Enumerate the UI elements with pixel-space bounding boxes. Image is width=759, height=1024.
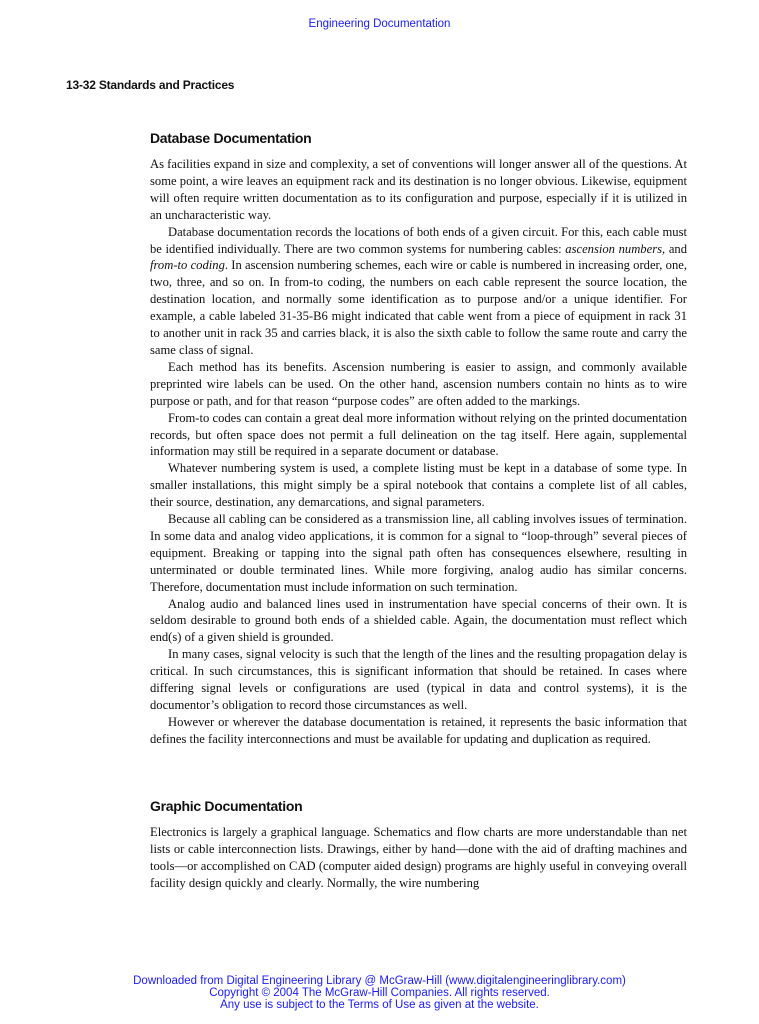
paragraph: As facilities expand in size and complexity, a set of conventions will longer answer all of the questions. At some point, a wire leaves an equipment rack and its destination is no longer obvious. Likewise, equipment will often require written documentation as to its configuration and purpose, especially if it is utilized in an uncharacteristic way. xyxy=(150,157,687,222)
paragraph-text: . In ascension numbering schemes, each wire or cable is numbered in increasing order, one, two, three, and so on. In from-to coding, the numbers on each cable represent the source location, the destination location, and normally some identification as to purpose and/or a unique identifier. For example, a cable labeled 31-35-B6 might indicated that cable went from a piece of equipment in rack 31 to another unit in rack 35 and carries black, it is also the sixth cable to follow the same route and carry the same class of signal. xyxy=(150,258,687,357)
paragraph: Whatever numbering system is used, a complete listing must be kept in a database of some type. In smaller installations, this might simply be a spiral notebook that contains a complete list of all cables, their source, destination, any demarcations, and signal parameters. xyxy=(150,461,687,510)
database-documentation-heading: Database Documentation xyxy=(150,130,312,146)
footer-copyright[interactable]: Copyright © 2004 The McGraw-Hill Companies. All rights reserved. xyxy=(209,987,550,999)
paragraph: However or wherever the database documentation is retained, it represents the basic information that defines the facility interconnections and must be available for updating and duplication as required. xyxy=(150,714,687,746)
paragraph: Because all cabling can be considered as a transmission line, all cabling involves issues of termination. In some data and analog video applications, it is common for a signal to “loop-through” several pieces of equipment. Breaking or tapping into the signal path often has consequences elsewhere, resulting in unterminated or double terminated lines. While more forgiving, analog audio has similar concerns. Therefore, documentation must include information on such termination. xyxy=(150,512,687,594)
emphasis-term: from-to coding xyxy=(150,258,225,273)
graphic-documentation-heading: Graphic Documentation xyxy=(150,798,303,814)
database-documentation-body xyxy=(150,156,687,748)
paragraph: In many cases, signal velocity is such that the length of the lines and the resulting propagation delay is critical. In such circumstances, this is significant information that should be retained. In cases where differing signal levels or configurations are used (typical in data and control systems), it is the documentor’s obligation to record those circumstances as well. xyxy=(150,647,687,712)
footer-download-link[interactable]: Downloaded from Digital Engineering Library @ McGraw-Hill (www.digitalengineeringlibrary.com) xyxy=(133,975,626,987)
footer-terms-link[interactable]: Any use is subject to the Terms of Use as given at the website. xyxy=(220,999,539,1011)
running-head: 13-32 Standards and Practices xyxy=(66,78,235,92)
paragraph: Each method has its benefits. Ascension numbering is easier to assign, and commonly available preprinted wire labels can be used. On the other hand, ascension numbers contain no hints as to wire purpose or path, and for that reason “purpose codes” are often added to the markings. xyxy=(150,359,687,408)
paragraph: Analog audio and balanced lines used in instrumentation have special concerns of their own. It is seldom desirable to ground both ends of a shielded cable. Again, the documentation must reflect which end(s) of a given shield is grounded. xyxy=(150,596,687,645)
graphic-documentation-body xyxy=(150,824,687,892)
paragraph-text: , and xyxy=(662,241,688,256)
top-banner-link[interactable]: Engineering Documentation xyxy=(308,18,451,30)
paragraph-text: Database documentation records the locations of both ends of a given circuit. For this, each cable must be identified individually. There are two common systems for numbering cables: xyxy=(150,224,687,256)
paragraph xyxy=(150,224,687,359)
paragraph: Electronics is largely a graphical language. Schematics and flow charts are more understandable than net lists or cable interconnection lists. Drawings, either by hand—done with the aid of drafting machines and tools—or accomplished on CAD (computer aided design) programs are highly useful in conveying overall facility design quickly and clearly. Normally, the wire numbering xyxy=(150,825,687,890)
emphasis-term: ascension numbers xyxy=(565,241,662,256)
paragraph: From-to codes can contain a great deal more information without relying on the printed documentation records, but often space does not permit a full delineation on the tag itself. Here again, supplemental information may still be required in a separate document or database. xyxy=(150,410,687,459)
footer xyxy=(0,975,759,1011)
